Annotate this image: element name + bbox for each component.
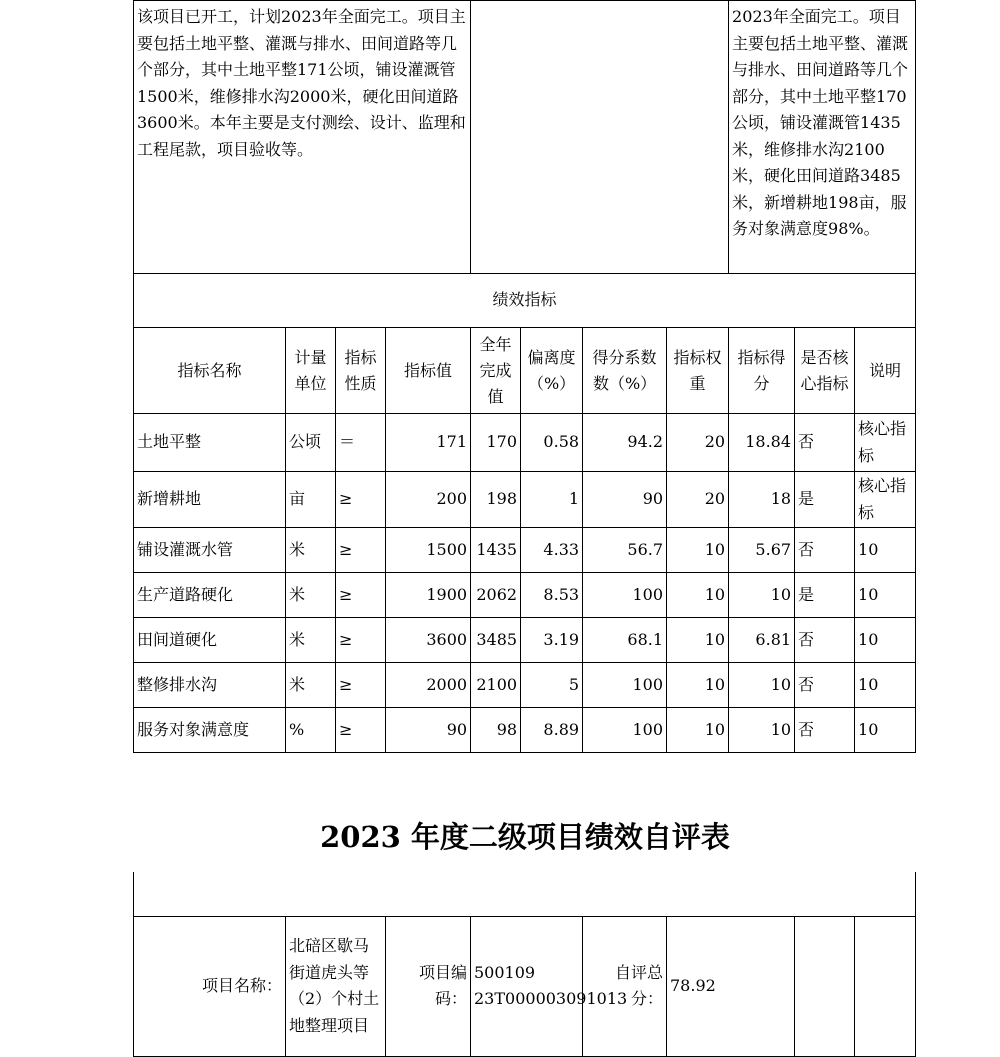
- cell-coef: 100: [583, 573, 667, 618]
- cell-target: 2000: [386, 663, 471, 708]
- cell-deviation: 3.19: [521, 618, 583, 663]
- cell-score: 10: [729, 663, 795, 708]
- cell-name: 铺设灌溉水管: [134, 528, 286, 573]
- cell-name: 土地平整: [134, 414, 286, 472]
- cell-coef: 100: [583, 663, 667, 708]
- cell-core: 否: [795, 708, 855, 753]
- cell-target: 1900: [386, 573, 471, 618]
- cell-actual: 2100: [471, 663, 521, 708]
- cell-score: 10: [729, 708, 795, 753]
- cell-weight: 20: [667, 414, 729, 472]
- cell-core: 否: [795, 414, 855, 472]
- header-note: 说明: [855, 328, 916, 414]
- cell-actual: 2062: [471, 573, 521, 618]
- cell-unit: 米: [286, 528, 336, 573]
- cell-deviation: 4.33: [521, 528, 583, 573]
- cell-coef: 90: [583, 472, 667, 528]
- header-coefficient: 得分系数数（%）: [583, 328, 667, 414]
- cell-note: 核心指标: [855, 414, 916, 472]
- cell-unit: 亩: [286, 472, 336, 528]
- cell-unit: %: [286, 708, 336, 753]
- cell-target: 1500: [386, 528, 471, 573]
- cell-note: 10: [855, 573, 916, 618]
- cell-unit: 米: [286, 618, 336, 663]
- cell-nature: ≥: [336, 573, 386, 618]
- cell-name: 田间道硬化: [134, 618, 286, 663]
- cell-unit: 米: [286, 573, 336, 618]
- project-name-label: 项目名称：: [134, 916, 286, 1056]
- cell-coef: 94.2: [583, 414, 667, 472]
- indicator-rows: [134, 414, 916, 753]
- header-core: 是否核心指标: [795, 328, 855, 414]
- table-top-spacer: [134, 872, 916, 916]
- cell-score: 5.67: [729, 528, 795, 573]
- table-row: [134, 414, 916, 472]
- cell-deviation: 8.53: [521, 573, 583, 618]
- cell-note: 10: [855, 528, 916, 573]
- cell-nature: ≥: [336, 663, 386, 708]
- table-row: [134, 708, 916, 753]
- cell-weight: 10: [667, 708, 729, 753]
- cell-target: 90: [386, 708, 471, 753]
- table-row: [134, 528, 916, 573]
- cell-note: 10: [855, 663, 916, 708]
- cell-actual: 198: [471, 472, 521, 528]
- cell-deviation: 0.58: [521, 414, 583, 472]
- empty-cell: [795, 916, 855, 1056]
- cell-name: 整修排水沟: [134, 663, 286, 708]
- cell-weight: 10: [667, 528, 729, 573]
- cell-nature: ＝: [336, 414, 386, 472]
- header-weight: 指标权重: [667, 328, 729, 414]
- cell-deviation: 5: [521, 663, 583, 708]
- cell-note: 10: [855, 618, 916, 663]
- cell-score: 6.81: [729, 618, 795, 663]
- cell-weight: 10: [667, 618, 729, 663]
- cell-core: 否: [795, 663, 855, 708]
- cell-nature: ≥: [336, 708, 386, 753]
- empty-cell: [855, 916, 916, 1056]
- header-unit: 计量单位: [286, 328, 336, 414]
- cell-note: 核心指标: [855, 472, 916, 528]
- cell-actual: 170: [471, 414, 521, 472]
- cell-weight: 10: [667, 573, 729, 618]
- table-row: [134, 663, 916, 708]
- cell-name: 生产道路硬化: [134, 573, 286, 618]
- cell-unit: 米: [286, 663, 336, 708]
- cell-unit: 公顷: [286, 414, 336, 472]
- header-score: 指标得分: [729, 328, 795, 414]
- cell-score: 18.84: [729, 414, 795, 472]
- cell-nature: ≥: [336, 528, 386, 573]
- self-score-label: 自评总分：: [583, 916, 667, 1056]
- page-title: 2023 年度二级项目绩效自评表: [320, 820, 730, 854]
- cell-target: 171: [386, 414, 471, 472]
- cell-nature: ≥: [336, 618, 386, 663]
- project-name-value: 北碚区歇马街道虎头等（2）个村土地整理项目: [286, 916, 386, 1056]
- table-row: [134, 472, 916, 528]
- annual-target-text: 该项目已开工，计划2023年全面完工。项目主要包括土地平整、灌溉与排水、田间道路等几个部分，其中土地平整171公顷，铺设灌溉管1500米，维修排水沟2000米，硬化田间道路3600米。本年主要是支付测绘、设计、监理和工程尾款，项目验收等。: [134, 1, 471, 274]
- self-score-value: 78.92: [667, 916, 795, 1056]
- table-row: [134, 573, 916, 618]
- cell-actual: 98: [471, 708, 521, 753]
- project-code-value: 500109 23T000003091013: [471, 916, 583, 1056]
- project-info-table: [133, 872, 916, 1057]
- cell-name: 服务对象满意度: [134, 708, 286, 753]
- annual-actual-text: 2023年全面完工。项目主要包括土地平整、灌溉与排水、田间道路等几个部分，其中土地平整170公顷，铺设灌溉管1435米，维修排水沟2100米，硬化田间道路3485米，新增耕地198亩，服务对象满意度98%。: [729, 1, 916, 274]
- cell-score: 18: [729, 472, 795, 528]
- cell-name: 新增耕地: [134, 472, 286, 528]
- cell-actual: 3485: [471, 618, 521, 663]
- header-actual: 全年完成值: [471, 328, 521, 414]
- performance-table: [133, 0, 916, 753]
- cell-weight: 20: [667, 472, 729, 528]
- header-nature: 指标性质: [336, 328, 386, 414]
- cell-weight: 10: [667, 663, 729, 708]
- cell-coef: 100: [583, 708, 667, 753]
- cell-nature: ≥: [336, 472, 386, 528]
- cell-score: 10: [729, 573, 795, 618]
- section-title: 绩效指标: [134, 274, 916, 328]
- cell-core: 是: [795, 472, 855, 528]
- cell-coef: 68.1: [583, 618, 667, 663]
- empty-cell: [471, 1, 729, 274]
- cell-deviation: 8.89: [521, 708, 583, 753]
- cell-target: 3600: [386, 618, 471, 663]
- cell-core: 否: [795, 618, 855, 663]
- table-row: [134, 618, 916, 663]
- cell-actual: 1435: [471, 528, 521, 573]
- cell-note: 10: [855, 708, 916, 753]
- cell-deviation: 1: [521, 472, 583, 528]
- cell-core: 否: [795, 528, 855, 573]
- project-code-label: 项目编码：: [386, 916, 471, 1056]
- header-target: 指标值: [386, 328, 471, 414]
- cell-coef: 56.7: [583, 528, 667, 573]
- header-indicator-name: 指标名称: [134, 328, 286, 414]
- cell-core: 是: [795, 573, 855, 618]
- header-deviation: 偏离度（%）: [521, 328, 583, 414]
- cell-target: 200: [386, 472, 471, 528]
